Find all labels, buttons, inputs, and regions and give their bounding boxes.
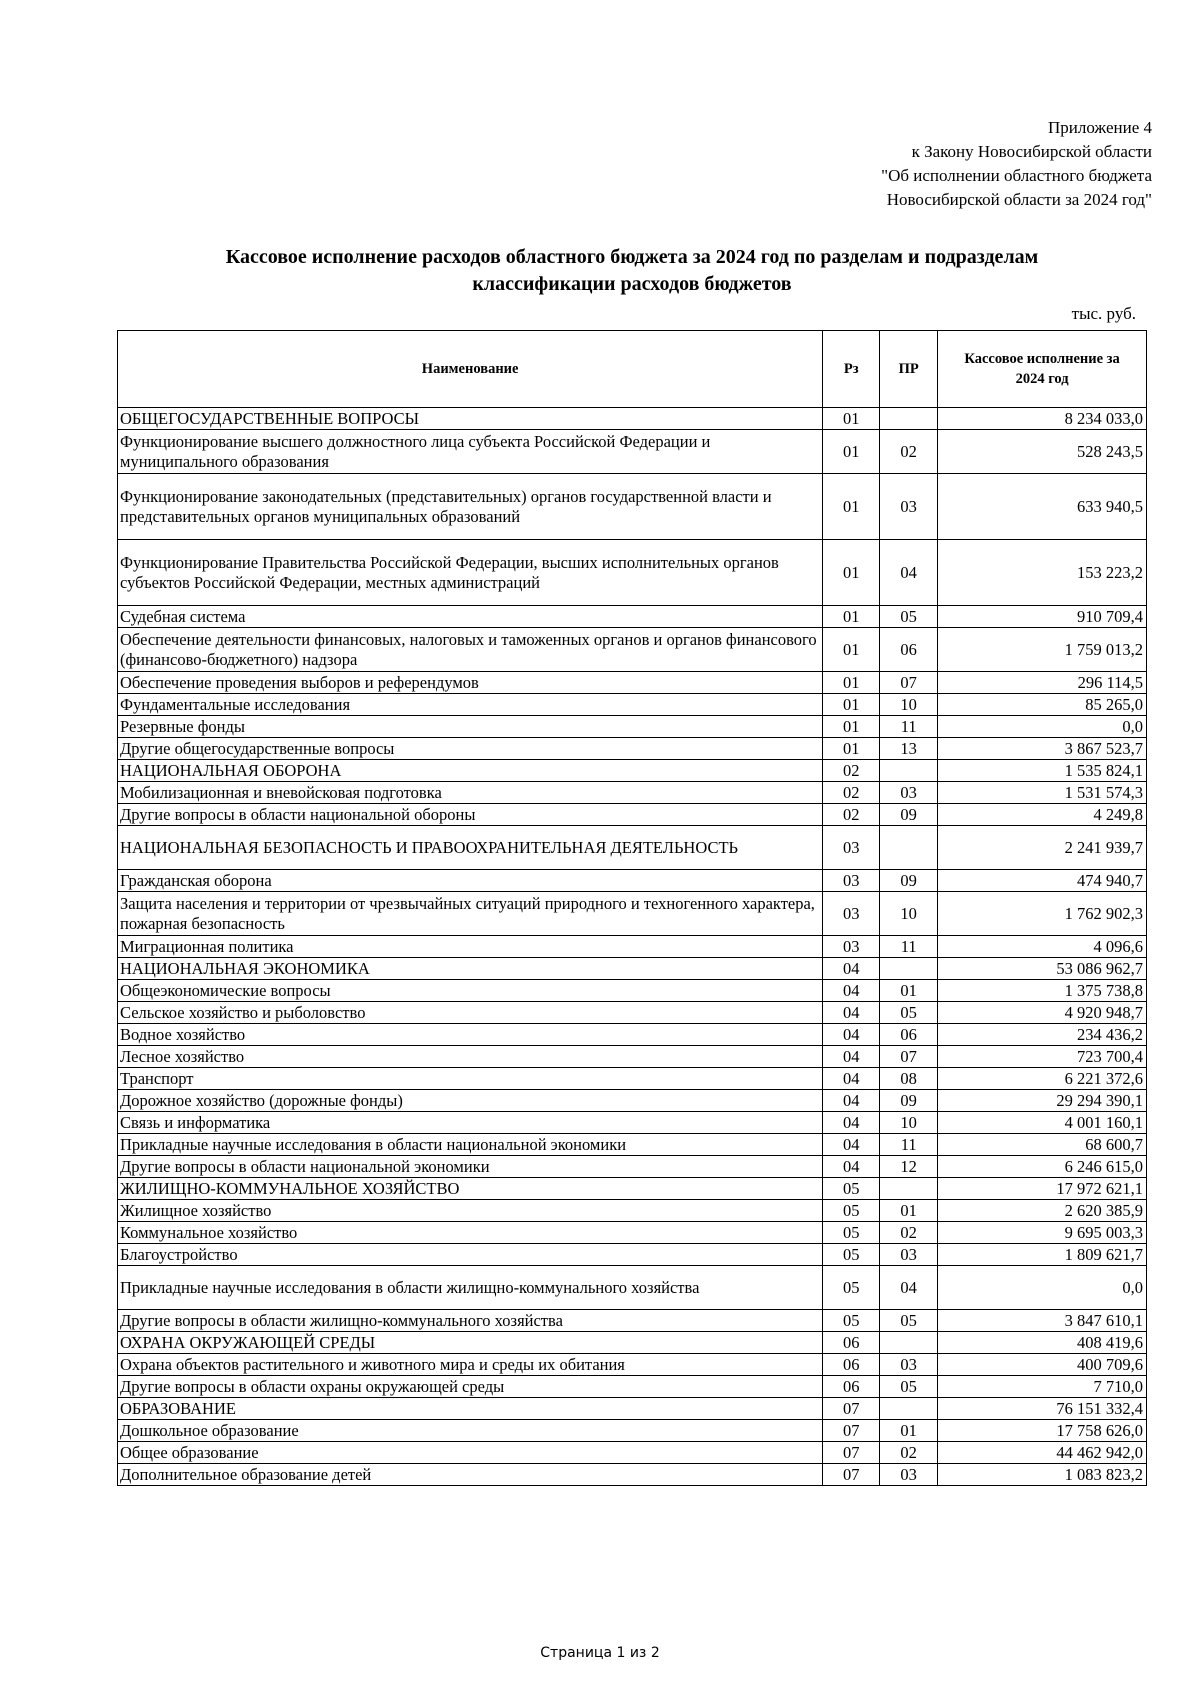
table-row (118, 1002, 1147, 1024)
row-rz-cell: 03 (823, 870, 880, 892)
row-pr-cell: 08 (880, 1068, 938, 1090)
table-row (118, 1332, 1147, 1354)
row-amount-cell: 4 249,8 (938, 804, 1147, 826)
row-pr-cell: 01 (880, 980, 938, 1002)
row-rz-cell: 06 (823, 1354, 880, 1376)
table-row (118, 430, 1147, 474)
row-amount-cell: 53 086 962,7 (938, 958, 1147, 980)
row-name-cell: Защита населения и территории от чрезвычайных ситуаций природного и техногенного характера, пожарная безопасность (118, 892, 823, 936)
row-pr-cell: 09 (880, 1090, 938, 1112)
table-row (118, 782, 1147, 804)
row-pr-cell: 10 (880, 1112, 938, 1134)
row-amount-cell: 296 114,5 (938, 672, 1147, 694)
table-row (118, 474, 1147, 540)
row-rz-cell: 05 (823, 1310, 880, 1332)
row-amount-cell: 2 620 385,9 (938, 1200, 1147, 1222)
row-rz-cell: 01 (823, 606, 880, 628)
row-pr-cell (880, 408, 938, 430)
table-row (118, 1112, 1147, 1134)
table-row (118, 1222, 1147, 1244)
row-name-cell: Функционирование высшего должностного лица субъекта Российской Федерации и муниципального образования (118, 430, 823, 474)
row-amount-cell: 1 531 574,3 (938, 782, 1147, 804)
table-row (118, 540, 1147, 606)
row-amount-cell: 1 083 823,2 (938, 1464, 1147, 1486)
row-pr-cell (880, 760, 938, 782)
row-rz-cell: 05 (823, 1244, 880, 1266)
row-rz-cell: 04 (823, 1024, 880, 1046)
row-amount-cell: 29 294 390,1 (938, 1090, 1147, 1112)
row-rz-cell: 04 (823, 1068, 880, 1090)
row-rz-cell: 04 (823, 1090, 880, 1112)
table-row (118, 892, 1147, 936)
table-row (118, 1354, 1147, 1376)
appendix-header (881, 116, 1152, 212)
table-row (118, 1046, 1147, 1068)
row-name-cell: Мобилизационная и вневойсковая подготовка (118, 782, 823, 804)
row-name-cell: Гражданская оборона (118, 870, 823, 892)
row-pr-cell: 10 (880, 694, 938, 716)
row-name-cell: Дополнительное образование детей (118, 1464, 823, 1486)
row-pr-cell: 02 (880, 1222, 938, 1244)
row-rz-cell: 02 (823, 782, 880, 804)
appendix-line: к Закону Новосибирской области (911, 142, 1152, 161)
row-rz-cell: 05 (823, 1266, 880, 1310)
row-pr-cell: 03 (880, 474, 938, 540)
row-rz-cell: 06 (823, 1332, 880, 1354)
table-row (118, 1024, 1147, 1046)
row-pr-cell: 04 (880, 540, 938, 606)
row-pr-cell: 13 (880, 738, 938, 760)
row-name-cell: Жилищное хозяйство (118, 1200, 823, 1222)
row-pr-cell: 03 (880, 1464, 938, 1486)
row-name-cell: Общеэкономические вопросы (118, 980, 823, 1002)
row-pr-cell: 12 (880, 1156, 938, 1178)
row-amount-cell: 910 709,4 (938, 606, 1147, 628)
row-name-cell: Связь и информатика (118, 1112, 823, 1134)
row-pr-cell: 03 (880, 1354, 938, 1376)
row-rz-cell: 04 (823, 1156, 880, 1178)
row-rz-cell: 04 (823, 1002, 880, 1024)
row-amount-cell: 4 096,6 (938, 936, 1147, 958)
row-amount-cell: 4 001 160,1 (938, 1112, 1147, 1134)
table-row (118, 628, 1147, 672)
table-row (118, 672, 1147, 694)
row-amount-cell: 8 234 033,0 (938, 408, 1147, 430)
row-amount-cell: 85 265,0 (938, 694, 1147, 716)
row-amount-cell: 633 940,5 (938, 474, 1147, 540)
row-name-cell: Фундаментальные исследования (118, 694, 823, 716)
row-rz-cell: 07 (823, 1464, 880, 1486)
row-amount-cell: 76 151 332,4 (938, 1398, 1147, 1420)
row-pr-cell: 11 (880, 936, 938, 958)
row-name-cell: ОБРАЗОВАНИЕ (118, 1398, 823, 1420)
row-rz-cell: 04 (823, 980, 880, 1002)
row-amount-cell: 1 535 824,1 (938, 760, 1147, 782)
row-name-cell: НАЦИОНАЛЬНАЯ ЭКОНОМИКА (118, 958, 823, 980)
header-pr: ПР (880, 331, 938, 408)
row-name-cell: Прикладные научные исследования в области национальной экономики (118, 1134, 823, 1156)
row-pr-cell (880, 958, 938, 980)
row-rz-cell: 01 (823, 408, 880, 430)
row-pr-cell: 05 (880, 1376, 938, 1398)
table-row (118, 1178, 1147, 1200)
row-name-cell: Другие вопросы в области жилищно-коммунального хозяйства (118, 1310, 823, 1332)
title-line: классификации расходов бюджетов (472, 273, 792, 295)
row-amount-cell: 7 710,0 (938, 1376, 1147, 1398)
row-amount-cell: 408 419,6 (938, 1332, 1147, 1354)
table-row (118, 1156, 1147, 1178)
row-pr-cell: 01 (880, 1200, 938, 1222)
header-amount-line: Кассовое исполнение за (964, 351, 1120, 367)
table-row (118, 804, 1147, 826)
table-row (118, 1420, 1147, 1442)
row-name-cell: Прикладные научные исследования в области жилищно-коммунального хозяйства (118, 1266, 823, 1310)
row-rz-cell: 03 (823, 892, 880, 936)
row-name-cell: Другие вопросы в области охраны окружающей среды (118, 1376, 823, 1398)
row-name-cell: НАЦИОНАЛЬНАЯ БЕЗОПАСНОСТЬ И ПРАВООХРАНИТЕЛЬНАЯ ДЕЯТЕЛЬНОСТЬ (118, 826, 823, 870)
row-amount-cell: 9 695 003,3 (938, 1222, 1147, 1244)
row-pr-cell: 03 (880, 782, 938, 804)
row-pr-cell: 09 (880, 804, 938, 826)
table-row (118, 958, 1147, 980)
row-pr-cell (880, 1332, 938, 1354)
row-name-cell: Транспорт (118, 1068, 823, 1090)
row-rz-cell: 02 (823, 760, 880, 782)
table-row (118, 826, 1147, 870)
row-name-cell: ЖИЛИЩНО-КОММУНАЛЬНОЕ ХОЗЯЙСТВО (118, 1178, 823, 1200)
table-row (118, 980, 1147, 1002)
row-rz-cell: 06 (823, 1376, 880, 1398)
row-name-cell: Обеспечение проведения выборов и референдумов (118, 672, 823, 694)
row-amount-cell: 234 436,2 (938, 1024, 1147, 1046)
row-name-cell: Другие общегосударственные вопросы (118, 738, 823, 760)
row-pr-cell: 06 (880, 1024, 938, 1046)
row-name-cell: Резервные фонды (118, 716, 823, 738)
table-row (118, 1442, 1147, 1464)
table-row (118, 1398, 1147, 1420)
table-row (118, 694, 1147, 716)
row-amount-cell: 3 847 610,1 (938, 1310, 1147, 1332)
row-pr-cell: 02 (880, 1442, 938, 1464)
appendix-line: Новосибирской области за 2024 год" (886, 190, 1152, 209)
table-row (118, 408, 1147, 430)
row-rz-cell: 01 (823, 738, 880, 760)
appendix-line: "Об исполнении областного бюджета (881, 166, 1152, 185)
table-row (118, 716, 1147, 738)
row-pr-cell: 05 (880, 1002, 938, 1024)
row-name-cell: Функционирование законодательных (представительных) органов государственной власти и представительных органов муниципальных образований (118, 474, 823, 540)
row-pr-cell: 03 (880, 1244, 938, 1266)
row-rz-cell: 05 (823, 1178, 880, 1200)
row-rz-cell: 04 (823, 1112, 880, 1134)
table-row (118, 1266, 1147, 1310)
row-amount-cell: 44 462 942,0 (938, 1442, 1147, 1464)
table-row (118, 1376, 1147, 1398)
header-amount-line: 2024 год (1015, 371, 1069, 387)
row-pr-cell: 06 (880, 628, 938, 672)
page-footer: Страница 1 из 2 (540, 1645, 660, 1661)
row-rz-cell: 03 (823, 936, 880, 958)
row-name-cell: Дошкольное образование (118, 1420, 823, 1442)
row-pr-cell: 02 (880, 430, 938, 474)
table-row (118, 870, 1147, 892)
row-pr-cell (880, 1398, 938, 1420)
row-rz-cell: 01 (823, 694, 880, 716)
table-row (118, 1310, 1147, 1332)
row-pr-cell: 04 (880, 1266, 938, 1310)
row-pr-cell (880, 826, 938, 870)
title-line: Кассовое исполнение расходов областного бюджета за 2024 год по разделам и подразделам (225, 246, 1039, 268)
row-name-cell: Функционирование Правительства Российской Федерации, высших исполнительных органов субъектов Российской Федерации, местных администраций (118, 540, 823, 606)
row-pr-cell: 05 (880, 606, 938, 628)
row-rz-cell: 01 (823, 628, 880, 672)
row-name-cell: Водное хозяйство (118, 1024, 823, 1046)
table-body (118, 408, 1147, 1486)
row-amount-cell: 68 600,7 (938, 1134, 1147, 1156)
row-rz-cell: 01 (823, 540, 880, 606)
row-amount-cell: 3 867 523,7 (938, 738, 1147, 760)
row-rz-cell: 05 (823, 1200, 880, 1222)
table-row (118, 936, 1147, 958)
row-amount-cell: 6 221 372,6 (938, 1068, 1147, 1090)
row-amount-cell: 4 920 948,7 (938, 1002, 1147, 1024)
row-amount-cell: 1 375 738,8 (938, 980, 1147, 1002)
row-rz-cell: 03 (823, 826, 880, 870)
row-rz-cell: 01 (823, 672, 880, 694)
row-amount-cell: 1 759 013,2 (938, 628, 1147, 672)
row-amount-cell: 1 809 621,7 (938, 1244, 1147, 1266)
row-rz-cell: 02 (823, 804, 880, 826)
row-pr-cell: 10 (880, 892, 938, 936)
row-amount-cell: 17 972 621,1 (938, 1178, 1147, 1200)
header-amount (938, 331, 1147, 408)
header-name: Наименование (118, 331, 823, 408)
row-amount-cell: 17 758 626,0 (938, 1420, 1147, 1442)
row-name-cell: Благоустройство (118, 1244, 823, 1266)
row-amount-cell: 1 762 902,3 (938, 892, 1147, 936)
row-pr-cell: 07 (880, 1046, 938, 1068)
row-name-cell: Коммунальное хозяйство (118, 1222, 823, 1244)
row-rz-cell: 07 (823, 1398, 880, 1420)
document-title (117, 244, 1147, 298)
table-row (118, 1200, 1147, 1222)
row-rz-cell: 01 (823, 430, 880, 474)
row-name-cell: Другие вопросы в области национальной обороны (118, 804, 823, 826)
row-amount-cell: 400 709,6 (938, 1354, 1147, 1376)
appendix-line: Приложение 4 (1048, 118, 1152, 137)
row-name-cell: Охрана объектов растительного и животного мира и среды их обитания (118, 1354, 823, 1376)
row-pr-cell: 01 (880, 1420, 938, 1442)
table-row (118, 760, 1147, 782)
row-pr-cell: 11 (880, 716, 938, 738)
row-name-cell: ОХРАНА ОКРУЖАЮЩЕЙ СРЕДЫ (118, 1332, 823, 1354)
header-rz: Рз (823, 331, 880, 408)
row-amount-cell: 153 223,2 (938, 540, 1147, 606)
row-amount-cell: 723 700,4 (938, 1046, 1147, 1068)
row-rz-cell: 01 (823, 716, 880, 738)
row-pr-cell (880, 1178, 938, 1200)
row-name-cell: Дорожное хозяйство (дорожные фонды) (118, 1090, 823, 1112)
row-pr-cell: 09 (880, 870, 938, 892)
row-name-cell: Сельское хозяйство и рыболовство (118, 1002, 823, 1024)
row-name-cell: Миграционная политика (118, 936, 823, 958)
table-row (118, 1464, 1147, 1486)
table-row (118, 1090, 1147, 1112)
units-label: тыс. руб. (1071, 304, 1136, 323)
row-amount-cell: 0,0 (938, 716, 1147, 738)
row-name-cell: Лесное хозяйство (118, 1046, 823, 1068)
row-pr-cell: 05 (880, 1310, 938, 1332)
table-row (118, 1134, 1147, 1156)
row-rz-cell: 05 (823, 1222, 880, 1244)
row-name-cell: НАЦИОНАЛЬНАЯ ОБОРОНА (118, 760, 823, 782)
row-amount-cell: 2 241 939,7 (938, 826, 1147, 870)
row-pr-cell: 11 (880, 1134, 938, 1156)
row-rz-cell: 07 (823, 1420, 880, 1442)
table-row (118, 1244, 1147, 1266)
row-name-cell: ОБЩЕГОСУДАРСТВЕННЫЕ ВОПРОСЫ (118, 408, 823, 430)
row-amount-cell: 6 246 615,0 (938, 1156, 1147, 1178)
row-name-cell: Общее образование (118, 1442, 823, 1464)
table-row (118, 1068, 1147, 1090)
budget-table (117, 330, 1147, 1486)
row-rz-cell: 04 (823, 958, 880, 980)
row-rz-cell: 04 (823, 1134, 880, 1156)
row-amount-cell: 528 243,5 (938, 430, 1147, 474)
row-name-cell: Другие вопросы в области национальной экономики (118, 1156, 823, 1178)
row-amount-cell: 0,0 (938, 1266, 1147, 1310)
row-name-cell: Судебная система (118, 606, 823, 628)
row-rz-cell: 01 (823, 474, 880, 540)
row-pr-cell: 07 (880, 672, 938, 694)
table-row (118, 738, 1147, 760)
row-rz-cell: 07 (823, 1442, 880, 1464)
table-row (118, 606, 1147, 628)
row-amount-cell: 474 940,7 (938, 870, 1147, 892)
row-name-cell: Обеспечение деятельности финансовых, налоговых и таможенных органов и органов финансового (финансово-бюджетного) надзора (118, 628, 823, 672)
table-header-row (118, 331, 1147, 408)
row-rz-cell: 04 (823, 1046, 880, 1068)
